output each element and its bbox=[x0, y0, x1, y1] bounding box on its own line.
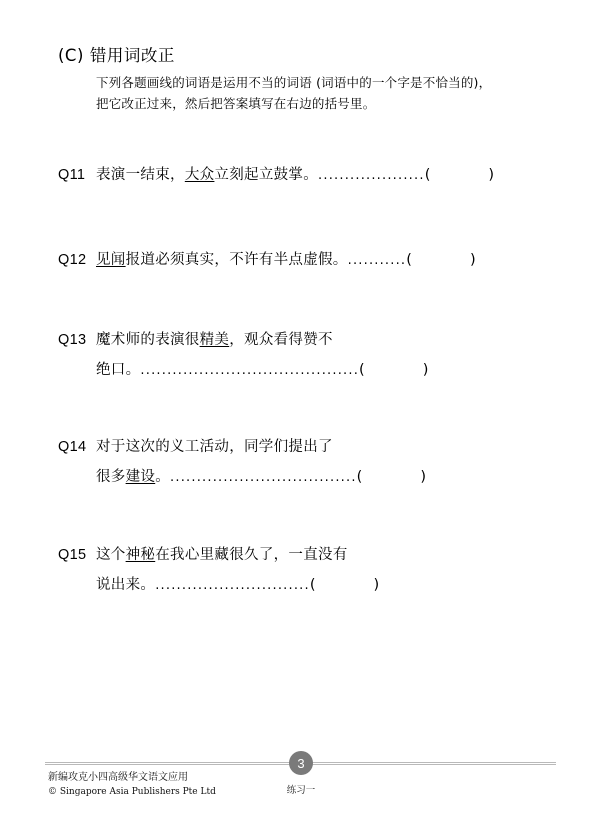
answer-bracket-open: ( bbox=[309, 577, 316, 593]
question-number: Q15 bbox=[58, 547, 87, 563]
answer-bracket-close: ) bbox=[373, 577, 380, 593]
answer-bracket-close: ) bbox=[488, 167, 495, 183]
question-item bbox=[58, 325, 428, 386]
answer-bracket-close: ) bbox=[469, 252, 476, 268]
question-number: Q11 bbox=[58, 167, 86, 183]
page-number-badge: 3 bbox=[289, 751, 313, 775]
question-item bbox=[58, 432, 426, 493]
question-underlined-word: 建设 bbox=[125, 469, 156, 485]
question-item bbox=[58, 245, 476, 276]
section-title: 错用词改正 bbox=[89, 46, 175, 65]
question-second-line bbox=[58, 570, 379, 601]
exercise-label: 练习一 bbox=[286, 785, 316, 796]
question-item bbox=[58, 540, 379, 601]
question-text-part: 这个 bbox=[96, 547, 126, 563]
answer-bracket-close: ) bbox=[420, 469, 427, 485]
question-text-part: 对于这次的义工活动，同学们提出了 bbox=[96, 439, 333, 455]
section-label: (C) bbox=[58, 46, 84, 65]
question-text-part: 。 bbox=[155, 469, 171, 485]
question-text-part: 在我心里藏很久了，一直没有 bbox=[155, 547, 348, 563]
question-number: Q13 bbox=[58, 332, 87, 348]
question-text-part: 很多 bbox=[96, 469, 126, 485]
copyright-line: © Singapore Asia Publishers Pte Ltd bbox=[48, 787, 216, 797]
instruction-line-2: 把它改正过来，然后把答案填写在右边的括号里。 bbox=[96, 96, 376, 111]
answer-bracket-open: ( bbox=[359, 362, 365, 378]
answer-bracket-close: ) bbox=[422, 362, 429, 378]
question-underlined-word: 精美 bbox=[199, 332, 230, 348]
section-heading bbox=[58, 42, 175, 66]
leader-dots: ............................. bbox=[155, 578, 310, 593]
question-number: Q14 bbox=[58, 439, 87, 455]
instruction-line-1: 下列各题画线的词语是运用不当的词语 (词语中的一个字是不恰当的)， bbox=[96, 75, 492, 90]
leader-dots: .................... bbox=[318, 168, 425, 183]
question-text-part: 绝口。 bbox=[96, 362, 141, 378]
book-title: 新编攻克小四高级华文语文应用 bbox=[48, 772, 188, 783]
question-second-line bbox=[58, 462, 426, 493]
question-text-part: 魔术师的表演很 bbox=[96, 332, 200, 348]
question-second-line bbox=[58, 355, 428, 386]
leader-dots: ........... bbox=[347, 253, 407, 268]
question-item bbox=[58, 160, 494, 191]
question-underlined-word: 大众 bbox=[184, 167, 215, 183]
question-text-part: 立刻起立鼓掌。 bbox=[214, 167, 319, 183]
instructions-block bbox=[96, 72, 536, 114]
answer-bracket-open: ( bbox=[356, 469, 363, 485]
question-number: Q12 bbox=[58, 252, 87, 268]
answer-bracket-open: ( bbox=[424, 167, 431, 183]
question-underlined-word: 见闻 bbox=[96, 252, 126, 268]
question-text-part: ，观众看得赞不 bbox=[229, 332, 333, 348]
footer-imprint bbox=[48, 770, 216, 800]
question-text-part: 说出来。 bbox=[96, 577, 156, 593]
question-underlined-word: 神秘 bbox=[125, 547, 156, 563]
question-text-part: 表演一结束， bbox=[96, 167, 185, 183]
answer-bracket-open: ( bbox=[406, 252, 412, 268]
leader-dots: ................................... bbox=[170, 470, 357, 485]
leader-dots: ......................................... bbox=[140, 363, 360, 378]
question-text-part: 报道必须真实，不许有半点虚假。 bbox=[125, 252, 348, 268]
